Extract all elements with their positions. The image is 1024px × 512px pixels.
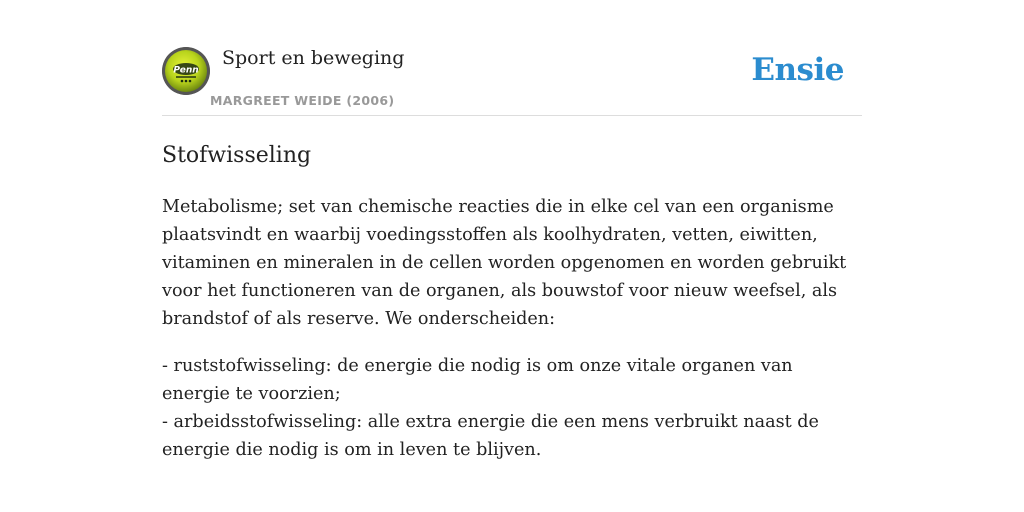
category-title[interactable]: Sport en beweging <box>222 47 405 69</box>
entry-term: Stofwisseling <box>162 143 312 168</box>
definition-list <box>162 352 862 464</box>
entry-definition <box>162 193 862 464</box>
entry-header <box>162 44 862 116</box>
avatar-logo-text: Penn <box>173 65 199 76</box>
definition-list-item: - ruststofwisseling: de energie die nodig is om onze vitale organen van energie te voorzien; <box>162 356 793 404</box>
definition-paragraph: Metabolisme; set van chemische reacties die in elke cel van een organisme plaatsvindt en waarbij voedingsstoffen als koolhydraten, vetten, eiwitten, vitaminen en mineralen in de cellen worden opgenomen en worden gebruikt voor het functioneren van de organen, als bouwstof voor nieuw weefsel, als brandstof of als reserve. We onderscheiden: <box>162 197 847 329</box>
author-credit: MARGREET WEIDE (2006) <box>210 93 395 108</box>
avatar[interactable] <box>162 47 210 95</box>
definition-list-item: - arbeidsstofwisseling: alle extra energie die een mens verbruikt naast de energie die nodig is om in leven te blijven. <box>162 412 819 460</box>
tennis-ball-icon <box>162 47 210 95</box>
entry-card <box>162 44 862 483</box>
ensie-logo[interactable]: Ensie <box>751 52 844 88</box>
